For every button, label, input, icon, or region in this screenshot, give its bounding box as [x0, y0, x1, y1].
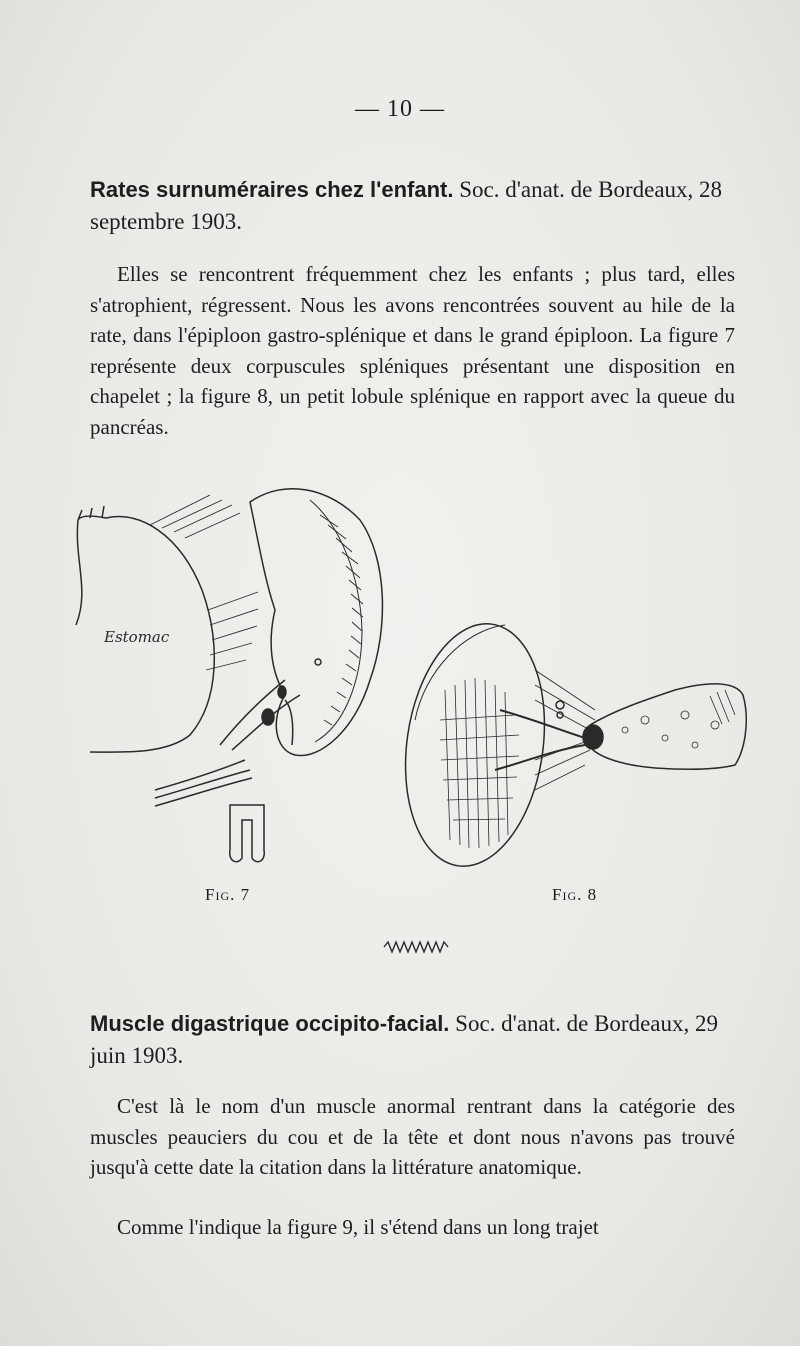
figure-7-label: Estomac: [104, 628, 170, 646]
entry-heading-2: [90, 1008, 740, 1072]
entry-title-2: Muscle digastrique occipito-facial.: [90, 1011, 450, 1036]
figure-7-caption: Fig. 7: [205, 885, 251, 904]
figure-8-caption: Fig. 8: [552, 885, 598, 904]
entry-citation-1: Soc. d'anat. de Bordeaux, 28 septembre 1903.: [90, 177, 723, 234]
figure-7-illustration: [70, 480, 400, 875]
entry-1-paragraph-1: Elles se rencontrent fréquemment chez les enfants ; plus tard, elles s'atrophient, régressent. Nous les avons rencontrées souvent au hile de la rate, dans l'épiploon gastro-splénique et dans le grand épiploon. La figure 7 représente deux corpuscules spléniques présentant une disposition en chapelet ; la figure 8, un petit lobule splénique en rapport avec la queue du pancréas.: [90, 262, 735, 439]
entry-2-paragraph-1: C'est là le nom d'un muscle anormal rentrant dans la catégorie des muscles peauciers du cou et de la tête et dont nous n'avons pas trouvé jusqu'à cette date la citation dans la littérature anatomique.: [90, 1094, 735, 1179]
page-number: — 10 —: [355, 96, 445, 122]
section-divider: [382, 940, 454, 954]
entry-citation-2: Soc. d'anat. de Bordeaux, 29 juin 1903.: [90, 1011, 718, 1068]
entry-title-1: Rates surnuméraires chez l'enfant.: [90, 177, 454, 202]
entry-heading-1: [90, 174, 740, 238]
figure-8-illustration: [395, 610, 755, 875]
entry-2-paragraph-2: Comme l'indique la figure 9, il s'étend dans un long trajet: [117, 1215, 599, 1239]
